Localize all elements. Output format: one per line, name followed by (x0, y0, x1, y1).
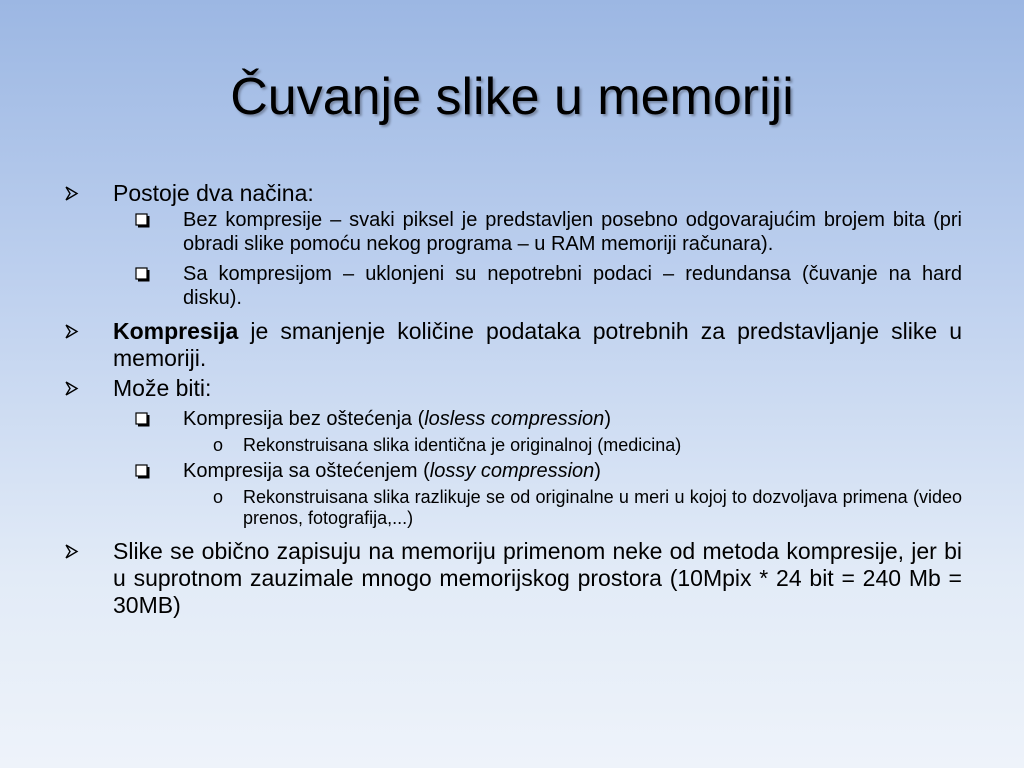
bullet-text: Rekonstruisana slika identična je originalnoj (medicina) (243, 435, 682, 455)
bullet-sa-ostecenjem (62, 459, 962, 483)
bullet-bez-kompresije (62, 208, 962, 256)
bullet-bez-ostecenja (62, 407, 962, 431)
bullet-sa-kompresijom (62, 262, 962, 310)
checkbox-bullet-icon (134, 208, 152, 232)
bullet-slike-se-obicno (62, 538, 962, 619)
circle-bullet-icon: o (213, 435, 224, 455)
bullet-text: Može biti: (113, 375, 212, 401)
bullet-text (183, 459, 962, 483)
bullet-text: Rekonstruisana slika razlikuje se od originalne u meri u kojoj to dozvoljava primena (video prenos, fotografija,...) (243, 487, 962, 528)
arrow-bullet-icon (62, 318, 82, 345)
checkbox-bullet-icon (134, 262, 152, 286)
bullet-rekonstruisana-identicna (62, 435, 962, 456)
bullet-text: Slike se obično zapisuju na memoriju primenom neke od metoda kompresije, jer bi u suprotnom zauzimale mnogo memorijskog prostora (10Mpix * 24 bit = 240 Mb = 30MB) (113, 538, 962, 618)
bullet-moze-biti (62, 375, 962, 402)
bullet-text: Bez kompresije – svaki piksel je predstavljen posebno odgovarajućim brojem bita (pri obradi slike pomoću nekog programa – u RAM memoriji računara). (183, 209, 962, 255)
slide-content (62, 180, 962, 619)
checkbox-bullet-icon (134, 407, 152, 431)
slide-title: Čuvanje slike u memoriji (230, 68, 794, 126)
bullet-italic-term: losless compression (424, 408, 605, 430)
bullet-rest-text: je smanjenje količine podataka potrebnih za predstavljanje slike u memoriji. (113, 318, 962, 371)
bullet-postoje-dva-nacina (62, 180, 962, 207)
bullet-text-after: ) (604, 408, 611, 430)
bullet-text (113, 318, 962, 372)
circle-bullet-icon: o (213, 487, 224, 507)
bullet-text (183, 407, 962, 431)
bullet-text: Postoje dva načina: (113, 180, 314, 206)
bullet-text-after: ) (594, 460, 601, 482)
bullet-bold-term: Kompresija (113, 318, 239, 344)
checkbox-bullet-icon (134, 459, 152, 483)
bullet-text-before: Kompresija sa oštećenjem ( (183, 460, 430, 482)
bullet-text: Sa kompresijom – uklonjeni su nepotrebni podaci – redundansa (čuvanje na hard disku). (183, 263, 962, 309)
arrow-bullet-icon (62, 180, 82, 207)
arrow-bullet-icon (62, 538, 82, 565)
bullet-rekonstruisana-razlikuje (62, 487, 962, 529)
bullet-italic-term: lossy compression (429, 460, 595, 482)
arrow-bullet-icon (62, 375, 82, 402)
bullet-text-before: Kompresija bez oštećenja ( (183, 408, 425, 430)
bullet-kompresija-definicija (62, 318, 962, 372)
